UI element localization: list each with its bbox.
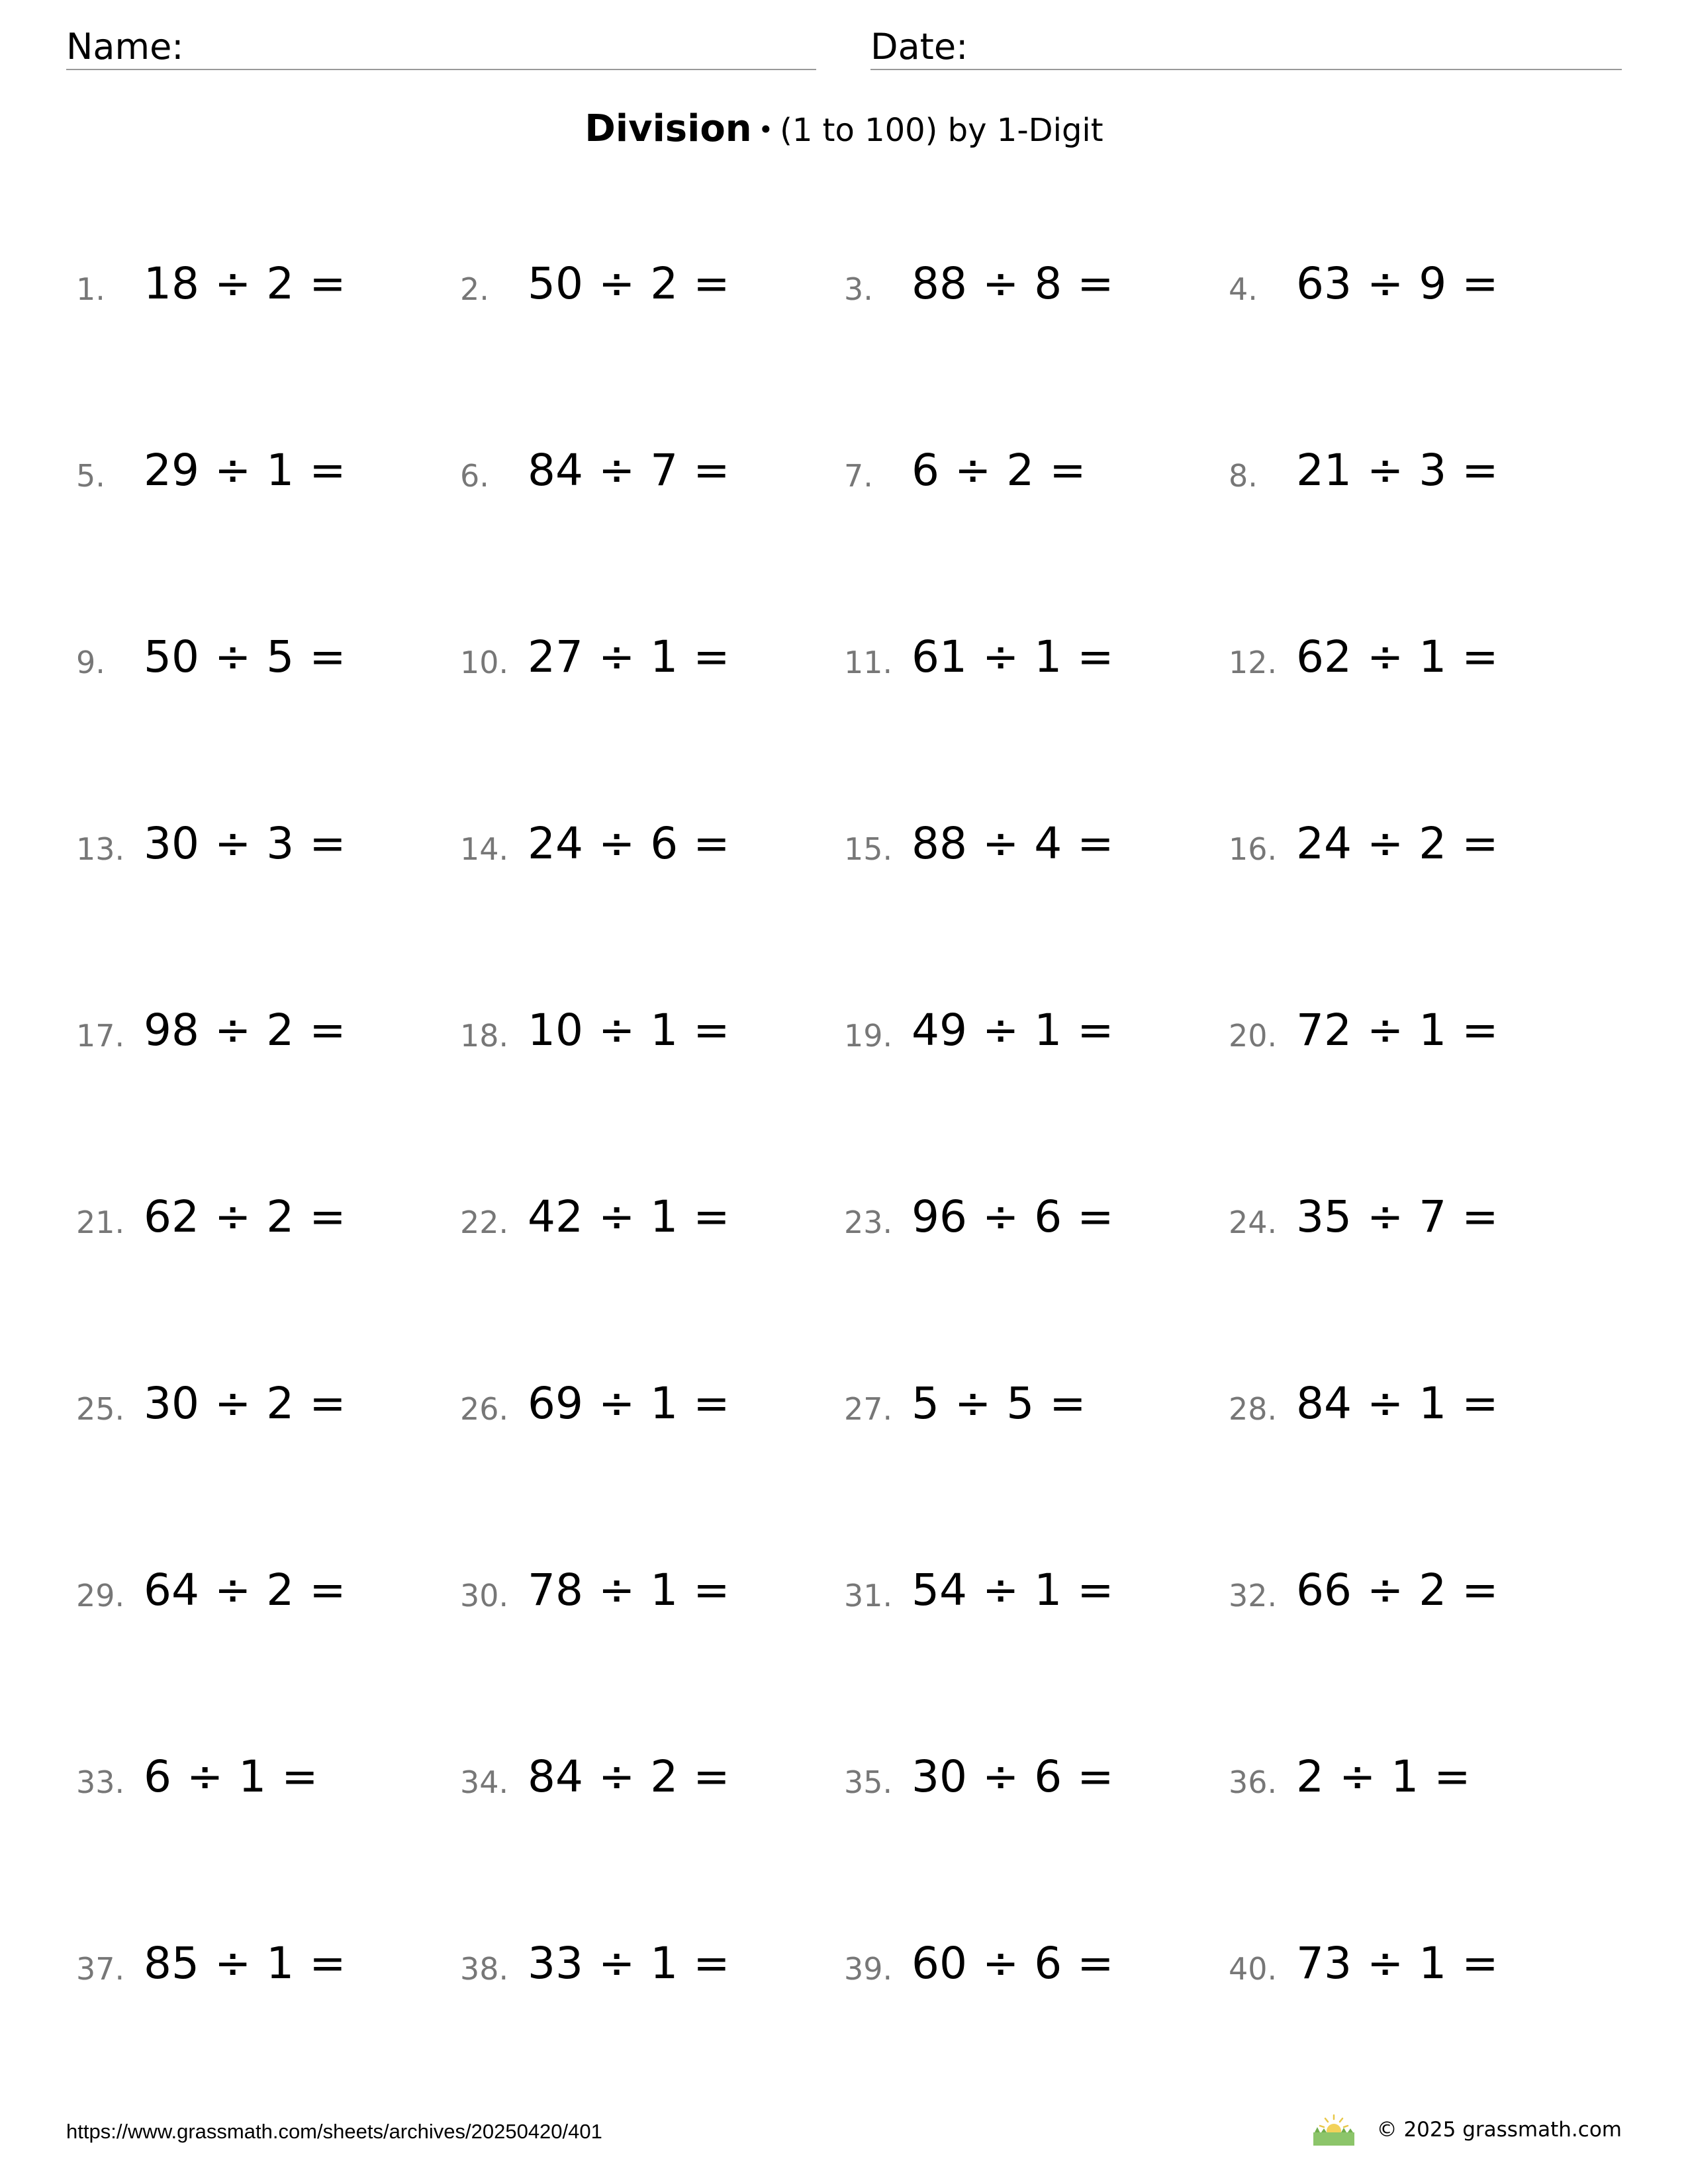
problem-expression: 21 ÷ 3 = (1296, 445, 1499, 496)
title-separator: • (758, 115, 774, 144)
problem-item (460, 445, 831, 511)
problem-expression: 61 ÷ 1 = (912, 631, 1114, 682)
problem-number: 22. (460, 1205, 509, 1240)
problem-expression: 6 ÷ 2 = (912, 445, 1086, 496)
problem-item (1229, 258, 1599, 324)
problem-number: 31. (844, 1578, 893, 1614)
problem-expression: 54 ÷ 1 = (912, 1565, 1114, 1615)
problem-number: 40. (1229, 1951, 1278, 1987)
problem-item (844, 1938, 1215, 2004)
problem-expression: 78 ÷ 1 = (528, 1565, 730, 1615)
problem-item (460, 1938, 831, 2004)
problem-item (844, 1191, 1215, 1257)
problem-number: 28. (1229, 1391, 1278, 1427)
grass-sun-logo-icon (1311, 2113, 1357, 2147)
problem-item (1229, 1751, 1599, 1817)
problem-expression: 84 ÷ 7 = (528, 445, 730, 496)
problem-item (1229, 818, 1599, 884)
problem-expression: 30 ÷ 6 = (912, 1751, 1114, 1802)
problem-number: 5. (76, 458, 105, 494)
footer-branding (1311, 2110, 1622, 2150)
problem-number: 7. (844, 458, 873, 494)
problem-expression: 88 ÷ 4 = (912, 818, 1114, 869)
problem-number: 36. (1229, 1764, 1278, 1800)
problem-expression: 50 ÷ 5 = (144, 631, 346, 682)
problem-item (76, 258, 447, 324)
problem-item (1229, 1005, 1599, 1071)
problem-expression: 63 ÷ 9 = (1296, 258, 1499, 309)
problem-item (460, 1751, 831, 1817)
problem-expression: 10 ÷ 1 = (528, 1005, 730, 1056)
problem-number: 23. (844, 1205, 893, 1240)
problem-number: 14. (460, 831, 509, 867)
problem-expression: 98 ÷ 2 = (144, 1005, 346, 1056)
problem-expression: 85 ÷ 1 = (144, 1938, 346, 1989)
problem-item (844, 818, 1215, 884)
problem-item (460, 818, 831, 884)
problem-item (76, 1751, 447, 1817)
problem-number: 34. (460, 1764, 509, 1800)
problem-item (460, 258, 831, 324)
problem-number: 21. (76, 1205, 125, 1240)
problem-number: 8. (1229, 458, 1258, 494)
problem-number: 37. (76, 1951, 125, 1987)
problem-number: 20. (1229, 1018, 1278, 1054)
problem-number: 13. (76, 831, 125, 867)
problem-expression: 6 ÷ 1 = (144, 1751, 318, 1802)
problem-expression: 50 ÷ 2 = (528, 258, 730, 309)
problem-expression: 35 ÷ 7 = (1296, 1191, 1499, 1242)
problem-item (76, 1191, 447, 1257)
problem-item (76, 445, 447, 511)
problem-number: 39. (844, 1951, 893, 1987)
problem-expression: 60 ÷ 6 = (912, 1938, 1114, 1989)
problem-item (76, 1005, 447, 1071)
copyright-text: © 2025 grassmath.com (1376, 2118, 1622, 2142)
problem-number: 35. (844, 1764, 893, 1800)
problem-item (76, 1565, 447, 1631)
problem-expression: 2 ÷ 1 = (1296, 1751, 1471, 1802)
problem-item (844, 1751, 1215, 1817)
problem-number: 6. (460, 458, 489, 494)
problem-item (1229, 1378, 1599, 1444)
problem-expression: 42 ÷ 1 = (528, 1191, 730, 1242)
problem-number: 18. (460, 1018, 509, 1054)
problem-number: 19. (844, 1018, 893, 1054)
problem-expression: 49 ÷ 1 = (912, 1005, 1114, 1056)
problem-item (844, 258, 1215, 324)
problem-item (460, 1005, 831, 1071)
problem-expression: 62 ÷ 2 = (144, 1191, 346, 1242)
problem-number: 11. (844, 645, 893, 680)
problem-number: 32. (1229, 1578, 1278, 1614)
problem-expression: 84 ÷ 1 = (1296, 1378, 1499, 1429)
problem-item (76, 818, 447, 884)
title-main: Division (585, 107, 752, 150)
problem-number: 10. (460, 645, 509, 680)
name-label: Name: (66, 26, 184, 68)
problem-expression: 30 ÷ 2 = (144, 1378, 346, 1429)
problem-item (76, 1378, 447, 1444)
problem-expression: 96 ÷ 6 = (912, 1191, 1114, 1242)
problem-item (76, 631, 447, 698)
problem-number: 25. (76, 1391, 125, 1427)
problem-expression: 73 ÷ 1 = (1296, 1938, 1499, 1989)
problem-number: 4. (1229, 271, 1258, 307)
problem-number: 29. (76, 1578, 125, 1614)
problem-expression: 5 ÷ 5 = (912, 1378, 1086, 1429)
problem-item (460, 1191, 831, 1257)
problem-expression: 24 ÷ 2 = (1296, 818, 1499, 869)
problem-number: 27. (844, 1391, 893, 1427)
problem-number: 26. (460, 1391, 509, 1427)
problem-number: 12. (1229, 645, 1278, 680)
problem-item (844, 631, 1215, 698)
problem-item (1229, 445, 1599, 511)
problem-expression: 84 ÷ 2 = (528, 1751, 730, 1802)
problem-item (460, 1565, 831, 1631)
date-label: Date: (870, 26, 968, 68)
problem-number: 16. (1229, 831, 1278, 867)
problem-expression: 66 ÷ 2 = (1296, 1565, 1499, 1615)
problem-number: 15. (844, 831, 893, 867)
problem-expression: 29 ÷ 1 = (144, 445, 346, 496)
footer-url: https://www.grassmath.com/sheets/archives/20250420/401 (66, 2120, 602, 2143)
problem-expression: 64 ÷ 2 = (144, 1565, 346, 1615)
problem-number: 24. (1229, 1205, 1278, 1240)
problem-expression: 62 ÷ 1 = (1296, 631, 1499, 682)
problem-number: 9. (76, 645, 105, 680)
problem-number: 33. (76, 1764, 125, 1800)
problem-number: 38. (460, 1951, 509, 1987)
problem-item (1229, 631, 1599, 698)
problem-item (844, 1565, 1215, 1631)
problem-number: 30. (460, 1578, 509, 1614)
problem-number: 2. (460, 271, 489, 307)
problem-item (76, 1938, 447, 2004)
problem-expression: 72 ÷ 1 = (1296, 1005, 1499, 1056)
problem-item (844, 1378, 1215, 1444)
problem-expression: 88 ÷ 8 = (912, 258, 1114, 309)
problem-expression: 27 ÷ 1 = (528, 631, 730, 682)
problem-item (1229, 1565, 1599, 1631)
title-subtitle: (1 to 100) by 1-Digit (780, 112, 1103, 149)
problem-item (460, 631, 831, 698)
problem-expression: 24 ÷ 6 = (528, 818, 730, 869)
problem-expression: 33 ÷ 1 = (528, 1938, 730, 1989)
problem-expression: 30 ÷ 3 = (144, 818, 346, 869)
problem-item (844, 445, 1215, 511)
problem-number: 17. (76, 1018, 125, 1054)
problem-item (844, 1005, 1215, 1071)
problem-expression: 69 ÷ 1 = (528, 1378, 730, 1429)
problem-number: 1. (76, 271, 105, 307)
problem-item (1229, 1191, 1599, 1257)
problem-item (460, 1378, 831, 1444)
problem-number: 3. (844, 271, 873, 307)
problem-expression: 18 ÷ 2 = (144, 258, 346, 309)
problem-item (1229, 1938, 1599, 2004)
